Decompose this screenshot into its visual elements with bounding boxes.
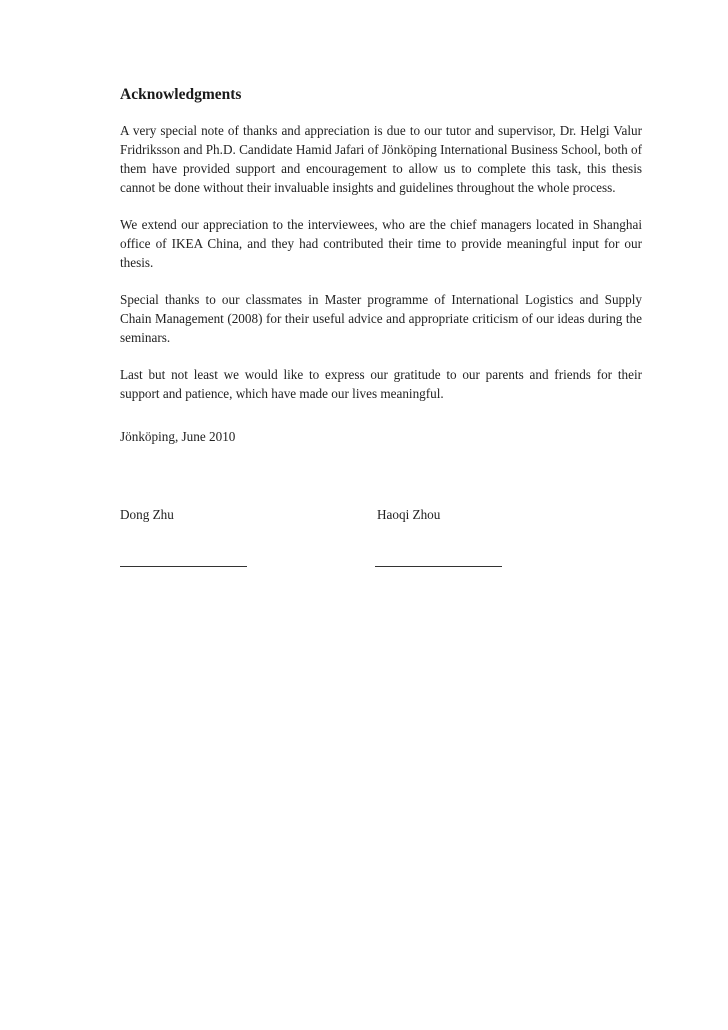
place-date: Jönköping, June 2010 (120, 429, 236, 444)
paragraph-interviewees: We extend our appreciation to the interviewees, who are the chief managers located in Shanghai office of IKEA China, and they had contributed their time to provide meaningful input for our thesis. (120, 217, 642, 270)
paragraph-classmates: Special thanks to our classmates in Master programme of International Logistics and Supply Chain Management (2008) for their useful advice and appropriate criticism of our ideas during the seminars. (120, 292, 642, 345)
signature-line-2 (375, 566, 502, 567)
signatory-name-2: Haoqi Zhou (377, 507, 441, 522)
paragraph-family: Last but not least we would like to express our gratitude to our parents and friends for their support and patience, which have made our lives meaningful. (120, 367, 642, 401)
page-title: Acknowledgments (120, 86, 242, 103)
paragraph-supervisors: A very special note of thanks and appreciation is due to our tutor and supervisor, Dr. Helgi Valur Fridriksson and Ph.D. Candidate Hamid Jafari of Jönköping International Business School, both of them have provided support and encouragement to allow us to complete this task, this thesis cannot be done without their invaluable insights and guidelines throughout the whole process. (120, 123, 642, 195)
signature-line-1 (120, 566, 247, 567)
acknowledgments-section (120, 85, 642, 421)
signatory-name-1: Dong Zhu (120, 507, 174, 522)
